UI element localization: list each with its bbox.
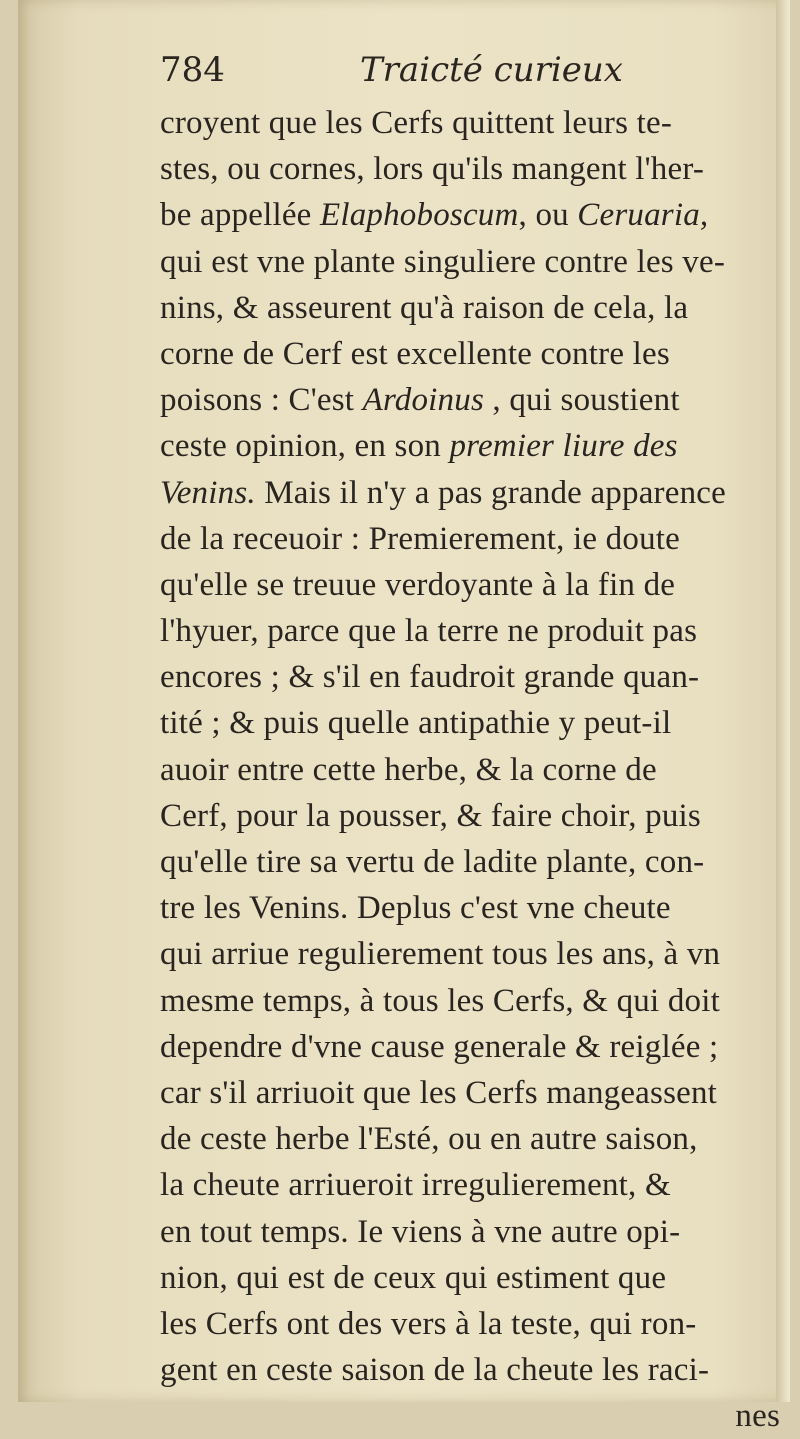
text-line: qui arriue regulierement tous les ans, à vn bbox=[160, 936, 721, 973]
page-number: 784 bbox=[160, 50, 225, 90]
text-line: nins, & asseurent qu'à raison de cela, la bbox=[160, 289, 689, 326]
text-line: de ceste herbe l'Esté, ou en autre saison, bbox=[160, 1121, 698, 1158]
text-line: qu'elle se treuue verdoyante à la fin de bbox=[160, 566, 676, 603]
text-line: mesme temps, à tous les Cerfs, & qui doit bbox=[160, 982, 720, 1019]
text-line: corne de Cerf est excellente contre les bbox=[160, 335, 670, 372]
text-line: l'hyuer, parce que la terre ne produit pas bbox=[160, 613, 698, 650]
running-title: Traicté curieux bbox=[360, 50, 623, 90]
text-line: ceste opinion, en son premier liure des bbox=[160, 428, 678, 465]
text-line: en tout temps. Ie viens à vne autre opi- bbox=[160, 1213, 681, 1250]
body-text bbox=[160, 100, 800, 1439]
text-line: tité ; & puis quelle antipathie y peut-il bbox=[160, 705, 672, 742]
text-line: de la receuoir : Premierement, ie doute bbox=[160, 520, 680, 557]
text-line: qui est vne plante singuliere contre les ve- bbox=[160, 243, 726, 280]
text-line: gent en ceste saison de la cheute les raci- bbox=[160, 1352, 710, 1389]
book-page bbox=[18, 0, 790, 1435]
text-line: Venins. Mais il n'y a pas grande apparence bbox=[160, 474, 726, 511]
catchword: nes bbox=[735, 1398, 780, 1435]
text-line: auoir entre cette herbe, & la corne de bbox=[160, 751, 657, 788]
text-line: Cerf, pour la pousser, & faire choir, puis bbox=[160, 797, 701, 834]
text-line: be appellée Elaphoboscum, ou Ceruaria, bbox=[160, 197, 709, 234]
text-line: la cheute arriueroit irregulierement, & bbox=[160, 1167, 671, 1204]
text-line: qu'elle tire sa vertu de ladite plante, con- bbox=[160, 844, 705, 880]
text-line: croyent que les Cerfs quittent leurs te- bbox=[160, 105, 673, 141]
page-header bbox=[160, 50, 660, 100]
text-line: car s'il arriuoit que les Cerfs mangeassent bbox=[160, 1074, 718, 1111]
text-line: encores ; & s'il en faudroit grande quan- bbox=[160, 659, 700, 696]
text-line: stes, ou cornes, lors qu'ils mangent l'her- bbox=[160, 151, 705, 188]
text-line: tre les Venins. Deplus c'est vne cheute bbox=[160, 890, 671, 927]
text-line: nion, qui est de ceux qui estiment que bbox=[160, 1259, 667, 1296]
text-line: poisons : C'est Ardoinus , qui soustient bbox=[160, 382, 680, 419]
text-line: les Cerfs ont des vers à la teste, qui ron- bbox=[160, 1305, 697, 1342]
text-line: dependre d'vne cause generale & reiglée ; bbox=[160, 1028, 719, 1065]
